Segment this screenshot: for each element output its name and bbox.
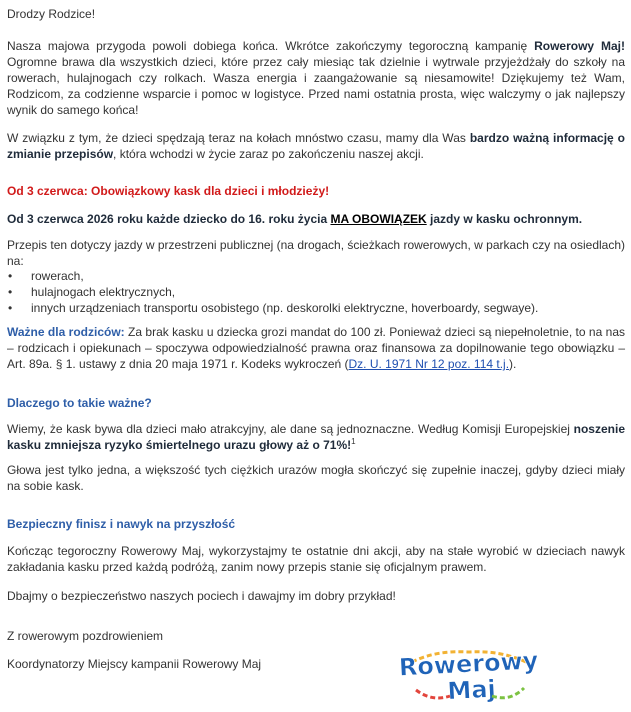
notice-highlight: bardzo ważną informację o zmianie przepisów	[7, 131, 625, 161]
why-heading: Dlaczego to takie ważne?	[7, 396, 152, 410]
notice-text-end: , która wchodzi w życie zaraz po zakończeniu naszej akcji.	[113, 147, 424, 161]
list-item: • rowerach,	[7, 268, 625, 284]
rowerowy-maj-logo	[398, 632, 539, 708]
greeting: Drodzy Rodzice!	[7, 7, 96, 21]
why-text: Wiemy, że kask bywa dla dzieci mało atrakcyjny, ale dane są jednoznaczne. Według Komisji Europejskiej	[7, 422, 574, 436]
list-item: • hulajnogach elektrycznych,	[7, 284, 625, 300]
why-paragraph	[7, 421, 625, 453]
law-link[interactable]: Dz. U. 1971 Nr 12 poz. 114 t.j.	[348, 357, 510, 371]
rule-obligation: MA OBOWIĄZEK	[330, 212, 427, 226]
closing: Z rowerowym pozdrowieniem	[7, 629, 164, 643]
logo-line1: Rowerowy	[398, 646, 539, 682]
finish-appeal: Dbajmy o bezpieczeństwo naszych pociech i dawajmy im dobry przykład!	[7, 589, 396, 603]
intro-text-cont: Ogromne brawa dla wszystkich dzieci, które przez cały miesiąc tak dzielnie i wytrwale przyjeżdżały do szkoły na rowerach, hulajnogach czy rolkach. Wasza energia i zaangażowanie są niesamowite! Dziękujemy też Wam, Rodzicom, za codzienne wsparcie i pomoc w logistyce. Przed nami ostatnia prosta, więc walczymy o jak najlepszy wynik do samego końca!	[7, 55, 625, 117]
rule-main-end: jazdy w kasku ochronnym.	[426, 212, 583, 226]
signature: Koordynatorzy Miejscy kampanii Rowerowy Maj	[7, 657, 262, 671]
finish-heading: Bezpieczny finisz i nawyk na przyszłość	[7, 517, 236, 531]
notice-text: W związku z tym, że dzieci spędzają teraz na kołach mnóstwo czasu, mamy dla Was	[7, 131, 470, 145]
parents-note	[7, 324, 625, 372]
campaign-name: Rowerowy Maj!	[534, 39, 625, 53]
notice-paragraph	[7, 130, 625, 162]
rule-heading: Od 3 czerwca: Obowiązkowy kask dla dzieci i młodzieży!	[7, 184, 330, 198]
parents-end: ).	[509, 357, 517, 371]
logo-chain-right	[492, 688, 524, 698]
footnote-marker: 1	[351, 437, 356, 446]
intro-text: Nasza majowa przygoda powoli dobiega końca. Wkrótce zakończymy tegoroczną kampanię	[7, 39, 535, 53]
parents-text: Za brak kasku u dziecka grozi mandat do 100 zł. Ponieważ dzieci są niepełnoletnie, to na nas – rodzicach i opiekunach – spoczywa odpowiedzialność prawna oraz finansowa za dopilnowanie tego obowiązku – Art. 89a. § 1. ustawy z dnia 20 maja 1971 r. Kodeks wykroczeń (	[7, 325, 626, 371]
rule-main	[7, 211, 625, 227]
parents-label: Ważne dla rodziców:	[7, 325, 125, 339]
why-paragraph-2: Głowa jest tylko jedna, a większość tych ciężkich urazów mogła skończyć się zupełnie inaczej, gdyby dzieci miały na sobie kask.	[7, 463, 625, 493]
finish-paragraph: Kończąc tegoroczny Rowerowy Maj, wykorzystajmy te ostatnie dni akcji, aby na stałe wyrobić w dzieciach nawyk zakładania kasku przed każdą podróżą, zanim nowy przepis stanie się oficjalnym prawem.	[7, 544, 625, 574]
logo-line2: Maj	[446, 674, 497, 706]
rule-main-text: Od 3 czerwca 2026 roku każde dziecko do 16. roku życia	[7, 212, 331, 226]
vehicle-list	[7, 268, 625, 316]
intro-paragraph	[7, 38, 625, 118]
rule-scope: Przepis ten dotyczy jazdy w przestrzeni publicznej (na drogach, ścieżkach rowerowych, w parkach czy na osiedlach) na:	[7, 238, 625, 268]
why-highlight: noszenie kasku zmniejsza ryzyko śmiertelnego urazu głowy aż o 71%!	[7, 422, 625, 452]
list-item: • innych urządzeniach transportu osobistego (np. deskorolki elektryczne, hoverboardy, segwaye).	[7, 300, 625, 316]
logo-chain-left	[416, 690, 450, 698]
